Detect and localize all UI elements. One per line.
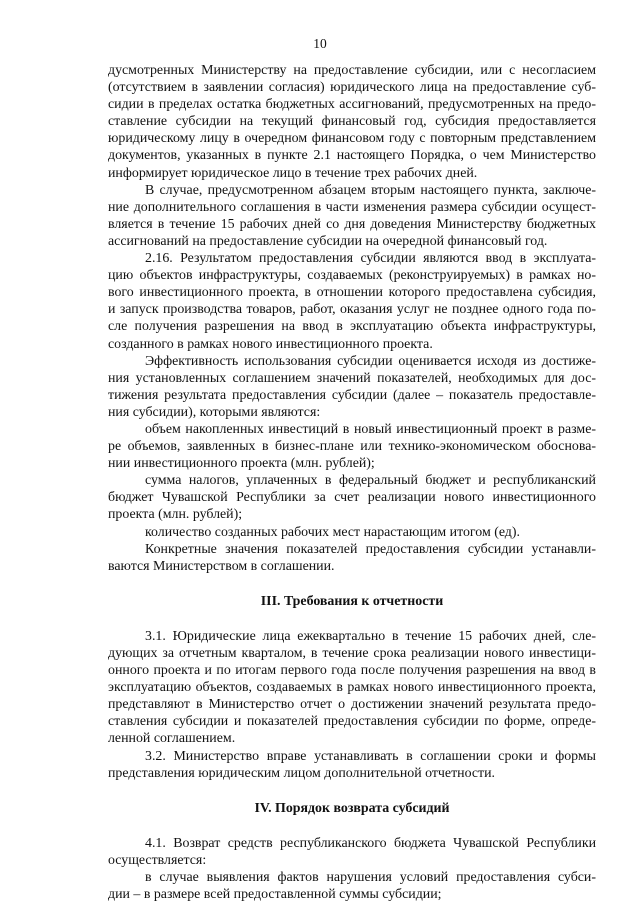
text-line: ние дополнительного соглашения в части изменения размера субсидии осущест- [108, 199, 596, 215]
paragraph [108, 353, 596, 421]
paragraph [108, 421, 596, 472]
paragraph [108, 628, 596, 748]
paragraph [108, 62, 596, 182]
text-line: осуществляется: [108, 852, 207, 868]
document-body [108, 62, 596, 903]
paragraph [108, 869, 596, 903]
text-line: дусмотренных Министерству на предоставление субсидии, или с несогласием [108, 63, 596, 78]
text-line: в случае выявления фактов нарушения условий предоставления субси- [145, 870, 596, 886]
text-line: цию объектов инфраструктуры, создаваемых (реконструируемых) в рамках но- [108, 268, 596, 284]
text-line: В случае, предусмотренном абзацем вторым настоящего пункта, заключе- [145, 182, 596, 198]
text-line: и запуск производства товаров, работ, оказания услуг не позднее одного года по- [108, 302, 596, 318]
text-line: ния субсидии), которыми являются: [108, 404, 321, 420]
section-heading-reporting: III. Требования к отчетности [260, 593, 444, 609]
text-line: Конкретные значения показателей предоставления субсидии устанавли- [145, 541, 596, 557]
text-line: 3.1. Юридические лица ежеквартально в течение 15 рабочих дней, сле- [145, 628, 596, 644]
text-line: Эффективность использования субсидии оценивается исходя из достиже- [145, 353, 596, 369]
text-line: дии – в размере всей предоставленной суммы субсидии; [108, 887, 442, 903]
paragraph [108, 748, 596, 782]
text-line: ставление субсидии на текущий финансовый год, субсидия предоставляется [108, 114, 596, 130]
text-line: юридическому лицу в очередном финансовом году с повторным представлением [108, 131, 596, 147]
text-line: представления юридическим лицом дополнительной отчетности. [108, 765, 496, 781]
text-line: 4.1. Возврат средств республиканского бюджета Чувашской Республики [145, 835, 596, 851]
paragraph [108, 182, 596, 250]
text-line: эксплуатацию объектов, создаваемых в рамках нового инвестиционного проекта, [108, 680, 596, 696]
section-continuation [108, 62, 596, 575]
text-line: сидии в пределах остатка бюджетных ассигнований, предусмотренных на предо- [108, 97, 596, 113]
text-line: ре объемов, заявленных в бизнес-плане или технико-экономическом обоснова- [108, 439, 596, 455]
text-line: 2.16. Результатом предоставления субсидии являются ввод в эксплуата- [145, 251, 596, 267]
text-line: вляется в течение 15 рабочих дней со дня доведения Министерству бюджетных [108, 216, 596, 232]
paragraph [108, 250, 596, 353]
text-line: объем накопленных инвестиций в новый инвестиционный проект в разме- [145, 421, 596, 437]
text-line: сумма налогов, уплаченных в федеральный бюджет и республиканский [145, 473, 596, 489]
paragraph [108, 472, 596, 523]
paragraph [108, 835, 596, 869]
text-line: созданного в рамках нового инвестиционного проекта. [108, 336, 433, 352]
text-line: проекта (млн. рублей); [108, 507, 243, 523]
paragraph [108, 541, 596, 575]
text-line: 3.2. Министерство вправе устанавливать в соглашении сроки и формы [145, 748, 596, 764]
section-heading-refund: IV. Порядок возврата субсидий [254, 800, 450, 816]
text-line: ассигнований на предоставление субсидии на очередной финансовый год. [108, 233, 548, 249]
text-line: представляют в Министерство отчет о достижении значений результата предо- [108, 697, 596, 713]
text-line: сле получения разрешения на ввод в эксплуатацию объекта инфраструктуры, [108, 319, 596, 335]
text-line: ставления субсидии и показателей предоставления субсидии по форме, опреде- [108, 714, 596, 730]
page-number: 10 [313, 36, 327, 51]
text-line: документов, указанных в пункте 2.1 настоящего Порядка, о чем Министерство [108, 148, 596, 164]
text-line: ваются Министерством в соглашении. [108, 558, 335, 574]
text-line: ния установленных соглашением значений показателей, необходимых для дос- [108, 370, 596, 386]
text-line: нии инвестиционного проекта (млн. рублей); [108, 456, 375, 472]
text-line: тижения результата предоставления субсидии (далее – показатель предоставле- [108, 387, 596, 403]
text-line: онного проекта и по итогам первого года после получения разрешения на ввод в [108, 663, 596, 679]
paragraph [108, 524, 596, 541]
text-line: дующих за отчетным кварталом, в течение срока реализации нового инвестици- [108, 646, 596, 661]
text-line: (отсутствием в заявлении согласия) юридического лица на предоставление суб- [108, 80, 596, 96]
section-reporting [108, 628, 596, 782]
text-line: ленной соглашением. [108, 731, 236, 747]
text-line: информирует юридическое лицо в течение трех рабочих дней. [108, 165, 478, 181]
text-line: вого инвестиционного проекта, в отношении которого предоставлена субсидия, [108, 285, 596, 301]
section-refund [108, 835, 596, 903]
text-line: количество созданных рабочих мест нарастающим итогом (ед). [145, 524, 520, 540]
text-line: бюджет Чувашской Республики за счет реализации нового инвестиционного [108, 490, 596, 506]
